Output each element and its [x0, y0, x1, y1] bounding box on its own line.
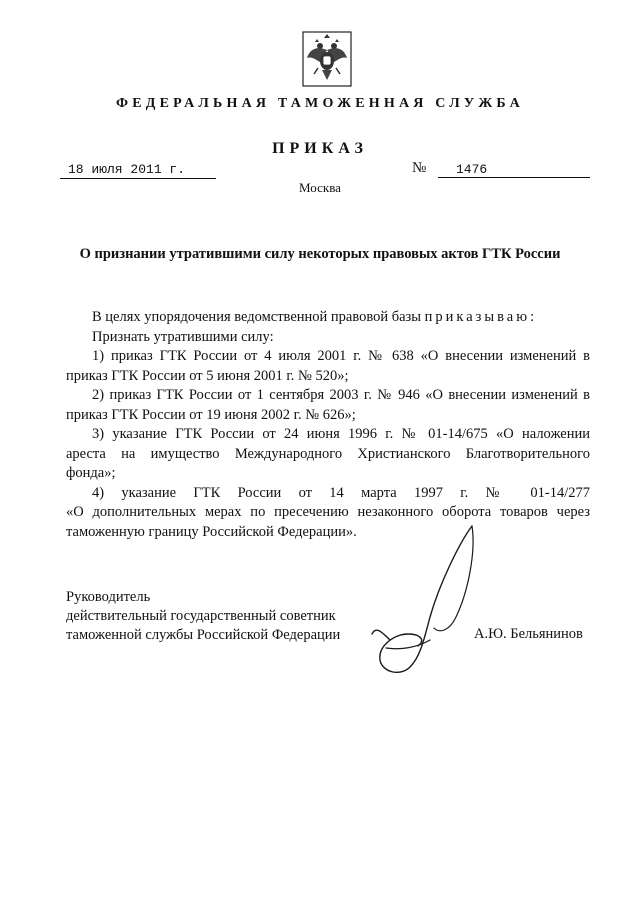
double-headed-eagle-icon [300, 30, 354, 88]
position-line-1: Руководитель [66, 589, 151, 605]
position-line-3: таможенной службы Российской Федерации [66, 627, 341, 643]
intro-text: В целях упорядочения ведомственной правовой базы [92, 309, 422, 325]
handwritten-signature [360, 522, 480, 682]
item-3-line-2: ареста на имущество Международного Христианского Благотворительного [66, 445, 590, 462]
document-type: ПРИКАЗ [272, 140, 368, 157]
item-2-line-2: приказ ГТК России от 19 июня 2002 г. № 626»; [66, 406, 356, 423]
order-body [66, 308, 590, 542]
item-4-line-1: 4) указание ГТК России от 14 марта 1997 г. № 01-14/277 [92, 484, 590, 501]
signatory-name: А.Ю. Бельянинов [474, 626, 583, 642]
item-3-line-3: фонда»; [66, 465, 116, 481]
lead-line: Признать утратившими силу: [92, 328, 274, 345]
order-number: 1476 [438, 162, 590, 178]
item-4-line-3: таможенную границу Российской Федерации». [66, 523, 357, 540]
agency-name: ФЕДЕРАЛЬНАЯ ТАМОЖЕННАЯ СЛУЖБА [116, 96, 524, 111]
item-1-line-1: 1) приказ ГТК России от 4 июля 2001 г. № 638 «О внесении изменений в [92, 348, 590, 364]
document-title: О признании утратившими силу некоторых правовых актов ГТК России [79, 246, 561, 262]
item-2-line-1: 2) приказ ГТК России от 1 сентября 2003 г. № 946 «О внесении изменений в [92, 387, 590, 403]
intro-command: приказываю: [424, 309, 538, 325]
item-4-line-2: «О дополнительных мерах по пресечению незаконного оборота товаров через [66, 504, 590, 520]
order-number-sign: № [412, 160, 427, 176]
position-line-2: действительный государственный советник [66, 608, 336, 624]
item-1-line-2: приказ ГТК России от 5 июня 2001 г. № 520»; [66, 367, 349, 384]
order-date: 18 июля 2011 г. [60, 162, 216, 179]
signatory-position [66, 588, 366, 645]
item-3-line-1: 3) указание ГТК России от 24 июня 1996 г. № 01-14/675 «О наложении [92, 426, 590, 442]
intro-paragraph [66, 308, 590, 328]
issue-city: Москва [299, 180, 341, 195]
